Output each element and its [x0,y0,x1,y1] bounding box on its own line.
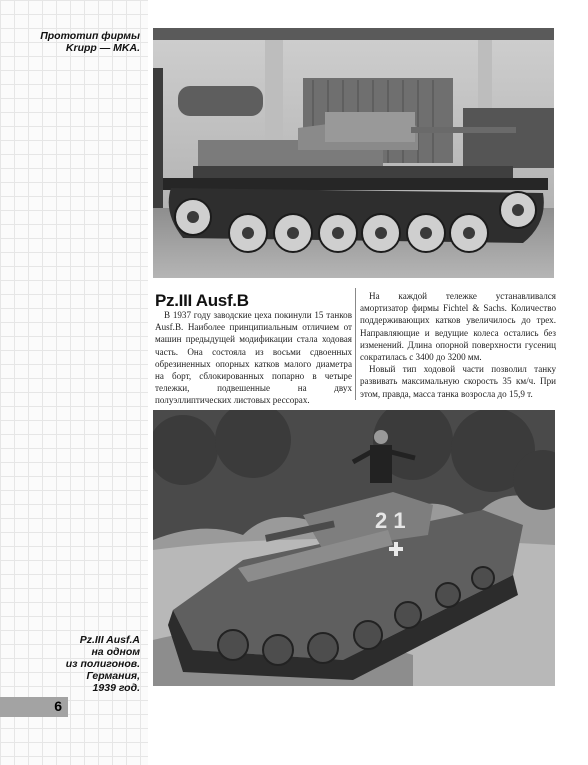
bottom-photo-caption: Pz.III Ausf.A на одном из полигонов. Германия, 1939 год. [65,634,140,694]
turret-number: 2 1 [375,508,406,533]
article-heading: Pz.III Ausf.B [155,291,249,310]
page-number-tab [0,697,68,717]
paragraph: В 1937 году заводские цеха покинули 15 танков Ausf.B. Наиболее принципиальным отличием от машин предыдущей модификации стала ходовая часть. Она состояла из восьми сдвоенных обрезиненных опорных катков малого диаметра на борт, сблокированных попарно в четыре тележки, подвешенные на двух полуэллиптических листовых рессорах. [155,310,352,406]
top-photo-caption: Прототип фирмы Krupp — MKA. [40,30,140,54]
paragraph: На каждой тележке устанавливался амортизатор фирмы Fichtel & Sachs. Количество поддерживающих катков увеличилось до трех. Направляющие и ведущие колеса остались без изменений. Длина опорной поверхности гусениц сократилась с 3400 до 3200 мм. [360,291,556,363]
column-divider [355,288,356,400]
text-column-right [360,290,556,400]
pz3-ausf-a-photo [153,410,555,686]
paragraph: Новый тип ходовой части позволил танку развивать максимальную скорость 35 км/ч. При этом, правда, масса танка возросла до 15,9 т. [360,364,556,399]
page-number: 6 [54,698,62,714]
text-column-left [155,309,352,407]
krupp-mka-photo [153,28,554,278]
